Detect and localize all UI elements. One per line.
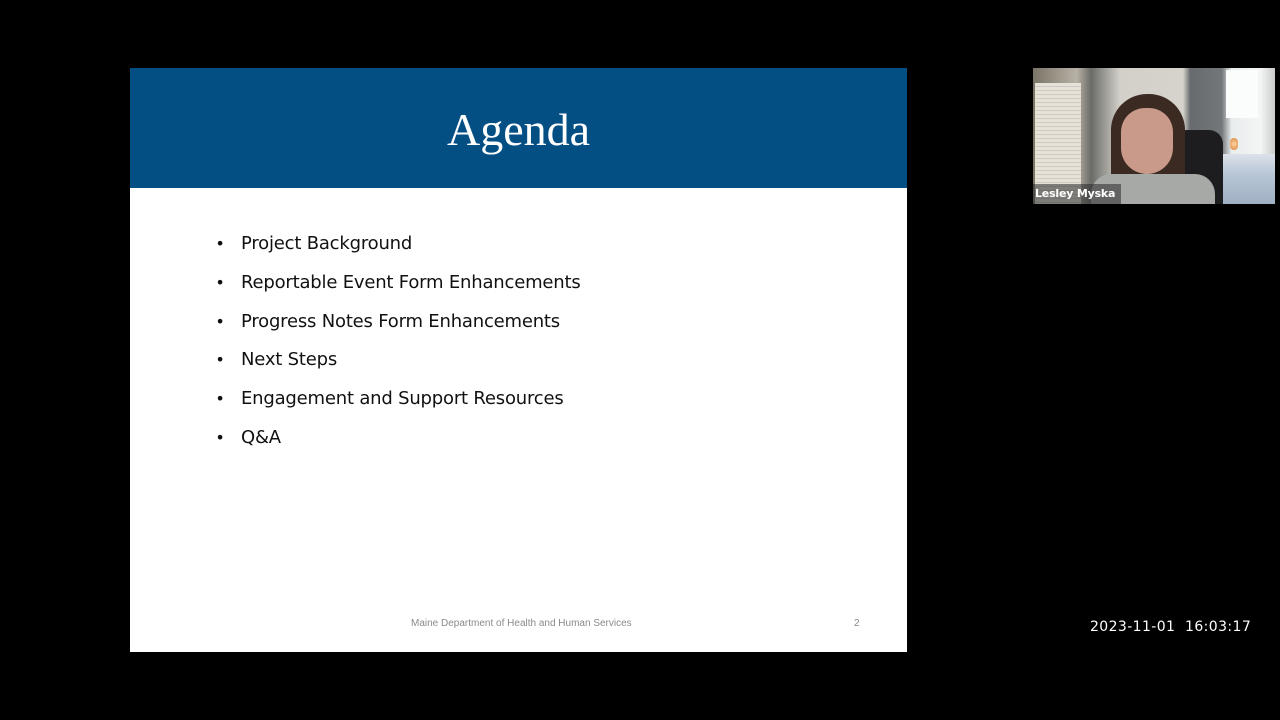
agenda-item-label: Project Background: [241, 233, 413, 254]
agenda-item: [214, 425, 581, 464]
slide-page-number: 2: [854, 618, 860, 629]
bullet-icon: •: [215, 272, 225, 292]
agenda-item-label: Progress Notes Form Enhancements: [241, 310, 560, 332]
bullet-icon: •: [215, 234, 225, 253]
bullet-icon: •: [215, 427, 225, 447]
recording-timestamp: 2023-11-01 16:03:17: [1090, 619, 1252, 635]
participant-video-tile[interactable]: [1033, 68, 1275, 204]
bullet-icon: •: [215, 311, 225, 331]
video-lamp-shape: [1230, 138, 1238, 150]
agenda-item: [214, 386, 581, 425]
presentation-slide: [130, 68, 907, 652]
footer-organization: Maine Department of Health and Human Services: [411, 618, 632, 629]
agenda-item-label: Engagement and Support Resources: [241, 388, 564, 410]
agenda-item: [214, 347, 581, 386]
slide-title: Agenda: [446, 104, 591, 155]
agenda-list: [214, 231, 581, 464]
agenda-item-label: Next Steps: [241, 349, 338, 371]
agenda-item: [214, 270, 581, 309]
agenda-item: [214, 309, 581, 348]
agenda-item-label: Q&A: [241, 426, 281, 448]
bullet-icon: •: [215, 350, 225, 370]
slide-title-banner: [130, 68, 907, 188]
participant-name-label: Lesley Myska: [1033, 184, 1121, 204]
video-window-shape: [1226, 70, 1258, 118]
video-person-face: [1121, 108, 1173, 174]
slide-footer: [130, 618, 907, 632]
agenda-item-label: Reportable Event Form Enhancements: [241, 271, 581, 293]
agenda-item: [214, 231, 581, 270]
bullet-icon: •: [215, 389, 225, 409]
